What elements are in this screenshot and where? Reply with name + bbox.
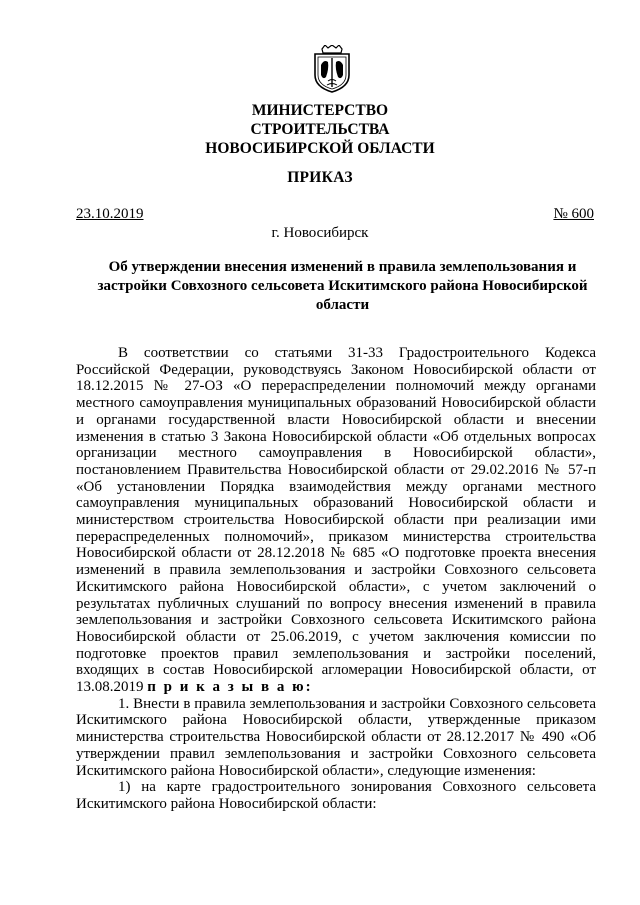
item-1-paragraph: 1. Внести в правила землепользования и застройки Совхозного сельсовета Искитимского района Новосибирской области, утвержденные приказом министерства строительства Новосибирской области от 28.12.2017 № 490 «Об утверждении правил землепользования и застройки Совхозного сельсовета Искитимского района Новосибирской области», следующие изменения: (76, 695, 596, 779)
coat-of-arms-icon (311, 45, 353, 93)
order-body (76, 345, 596, 813)
order-subject: Об утверждении внесения изменений в правила землепользования и застройки Совхозного сельсовета Искитимского района Новосибирской области (97, 259, 588, 313)
preamble-paragraph (76, 345, 596, 696)
document-type-title: ПРИКАЗ (287, 169, 353, 186)
order-number: № 600 (553, 206, 594, 222)
ministry-line-3: НОВОСИБИРСКОЙ ОБЛАСТИ (205, 140, 435, 157)
preamble-text: В соответствии со статьями 31-33 Градостроительного Кодекса Российской Федерации, руководствуясь Законом Новосибирской области от 18.12.2015 № 27-ОЗ «О перераспределении полномочий между органами местного самоуправления муниципальных образований Новосибирской области и органами государственной власти Новосибирской области и внесении изменения в статью 3 Закона Новосибирской области «Об отдельных вопросах организации местного самоуправления в Новосибирской области», постановлением Правительства Новосибирской области от 29.02.2016 № 57-п «Об установлении Порядка взаимодействия между органами местного самоуправления муниципальных образований Новосибирской области и министерством строительства Новосибирской области при реализации ими перераспределенных полномочий», приказом министерства строительства Новосибирской области от 28.12.2018 № 685 «О подготовке проекта внесения изменений в правила землепользования и застройки Совхозного сельсовета Искитимского района Новосибирской области», с учетом заключений о результатах публичных слушаний по вопросу внесения изменений в правила землепользования и застройки Совхозного сельсовета Искитимского района Новосибирской области от 25.06.2019, с учетом заключения комиссии по подготовке проектов правил землепользования и застройки поселений, входящих в состав Новосибирской агломерации Новосибирской области, от 13.08.2019 (76, 345, 596, 696)
ministry-line-1: МИНИСТЕРСТВО (251, 102, 389, 119)
ministry-line-2: СТРОИТЕЛЬСТВА (250, 121, 390, 138)
order-city: г. Новосибирск (271, 225, 369, 241)
order-date: 23.10.2019 (76, 206, 144, 222)
item-1-1-paragraph: 1) на карте градостроительного зонирования Совхозного сельсовета Искитимского района Новосибирской области: (76, 779, 596, 812)
order-word: п р и к а з ы в а ю: (147, 679, 313, 696)
